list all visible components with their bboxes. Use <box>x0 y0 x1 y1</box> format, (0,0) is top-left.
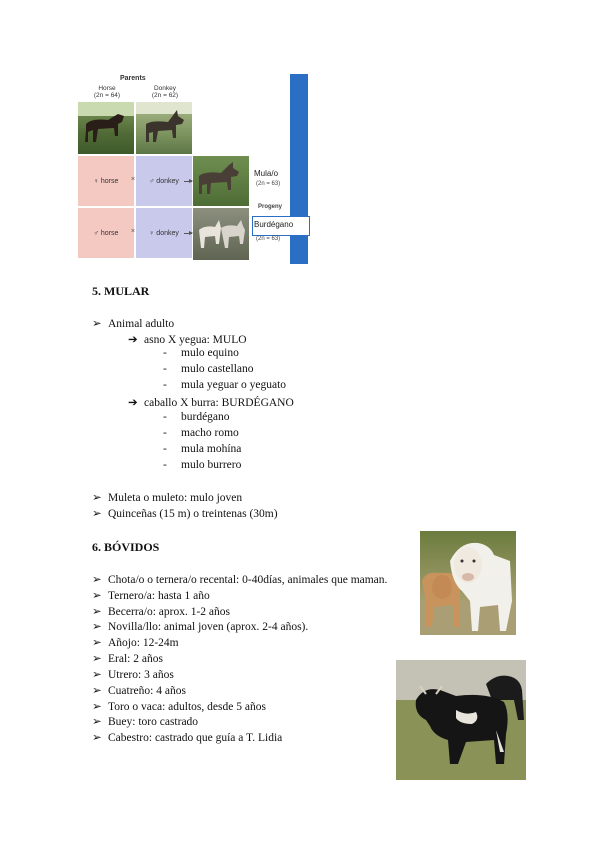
bullet-glyph: ➢ <box>92 685 102 697</box>
horse-chrom: (2n = 64) <box>93 92 121 99</box>
dash-glyph: - <box>163 347 167 359</box>
bovido-item <box>92 699 266 713</box>
bovido-text: Utrero: 3 años <box>108 669 174 681</box>
dash-glyph: - <box>163 379 167 391</box>
donkey-label-block <box>142 85 188 99</box>
bovido-item <box>92 588 210 602</box>
dash-glyph: - <box>163 443 167 455</box>
bovido-item <box>92 635 179 649</box>
dash-glyph: - <box>163 427 167 439</box>
bullet-text: Animal adulto <box>108 318 175 330</box>
mulo-variant <box>163 379 286 391</box>
burdegano-variant <box>163 411 230 423</box>
bovido-text: Ternero/a: hasta 1 año <box>108 590 210 602</box>
bullet-glyph: ➢ <box>92 701 102 713</box>
section5-bullet-adult <box>92 316 174 330</box>
dash-glyph: - <box>163 411 167 423</box>
arrow-glyph: ➔ <box>128 397 138 409</box>
section6-heading: 6. BÓVIDOS <box>92 540 160 554</box>
subitem-text: caballo X burra: BURDÉGANO <box>144 397 294 409</box>
cross2-left: ♂ horse <box>93 229 119 237</box>
burdegano-variant <box>163 459 241 471</box>
cross2-male-cell <box>78 208 134 258</box>
bullet-glyph: ➢ <box>92 606 102 618</box>
horse-photo <box>78 102 134 154</box>
bullet-text: Muleta o muleto: mulo joven <box>108 492 243 504</box>
bovido-item <box>92 730 282 744</box>
bullet-text: Quinceñas (15 m) o treintenas (30m) <box>108 508 278 520</box>
bullet-glyph: ➢ <box>92 492 102 504</box>
cross1-symbol: × <box>131 176 136 183</box>
horse-label: Horse <box>98 85 116 92</box>
bovido-text: Buey: toro castrado <box>108 716 199 728</box>
bovido-text: Añojo: 12-24m <box>108 637 179 649</box>
variant-text: mulo castellano <box>181 363 254 375</box>
hinny-photo <box>193 208 249 260</box>
progeny-label: Progeny <box>258 204 283 210</box>
bovido-text: Novilla/llo: animal joven (aprox. 2-4 años). <box>108 621 309 633</box>
cross1-female-cell <box>78 156 134 206</box>
bullet-glyph: ➢ <box>92 590 102 602</box>
bovido-text: Cuatreño: 4 años <box>108 685 186 697</box>
bovido-text: Toro o vaca: adultos, desde 5 años <box>108 701 266 713</box>
bullet-glyph: ➢ <box>92 621 102 633</box>
black-bull-photo <box>396 660 526 780</box>
mule-chrom: (2n = 63) <box>256 181 281 187</box>
mule-photo <box>193 156 249 206</box>
burdegano-variant <box>163 427 239 439</box>
bullet-glyph: ➢ <box>92 716 102 728</box>
bullet-glyph: ➢ <box>92 637 102 649</box>
bovido-item <box>92 714 198 728</box>
bullet-glyph: ➢ <box>92 318 102 330</box>
bovido-item <box>92 604 230 618</box>
variant-text: macho romo <box>181 427 239 439</box>
horse-label-block <box>84 85 130 99</box>
bullet-glyph: ➢ <box>92 653 102 665</box>
cross2-arrow <box>184 233 192 234</box>
arrow-glyph: ➔ <box>128 334 138 346</box>
mule-name: Mula/o <box>254 169 279 178</box>
bovido-item <box>92 651 163 665</box>
bovido-text: Eral: 2 años <box>108 653 163 665</box>
mulo-variant <box>163 347 239 359</box>
hinny-name: Burdégano <box>254 220 294 229</box>
mule-cross-figure <box>76 72 308 264</box>
calves-photo <box>420 531 516 635</box>
dash-glyph: - <box>163 363 167 375</box>
bovido-text: Cabestro: castrado que guía a T. Lidia <box>108 732 283 744</box>
cross1-arrow <box>184 181 192 182</box>
hinny-chrom: (2n = 63) <box>256 236 281 242</box>
donkey-label: Donkey <box>153 85 177 92</box>
subitem-text: asno X yegua: MULO <box>144 334 247 346</box>
variant-text: mula mohína <box>181 443 242 455</box>
variant-text: mulo equino <box>181 347 239 359</box>
cross1-right: ♂ donkey <box>149 177 179 185</box>
subitem-mulo <box>128 332 247 346</box>
cross2-symbol: × <box>131 228 136 235</box>
figure-parents-title: Parents <box>120 75 146 82</box>
mulo-variant <box>163 363 254 375</box>
variant-text: mula yeguar o yeguato <box>181 379 287 391</box>
section5-bullet-muleta <box>92 490 242 504</box>
bullet-glyph: ➢ <box>92 574 102 586</box>
bullet-glyph: ➢ <box>92 732 102 744</box>
bovido-text: Chota/o o ternera/o recental: 0-40días, animales que maman. <box>108 574 388 586</box>
subitem-burdegano <box>128 395 294 409</box>
bullet-glyph: ➢ <box>92 508 102 520</box>
bovido-item <box>92 572 387 586</box>
bovido-item <box>92 667 174 681</box>
bovido-text: Becerra/o: aprox. 1-2 años <box>108 606 230 618</box>
bovido-item <box>92 619 308 633</box>
variant-text: mulo burrero <box>181 459 242 471</box>
cross2-right: ♀ donkey <box>149 229 179 237</box>
bullet-glyph: ➢ <box>92 669 102 681</box>
section5-bullet-quincenas <box>92 506 278 520</box>
burdegano-variant <box>163 443 241 455</box>
section5-heading: 5. MULAR <box>92 284 150 298</box>
donkey-photo <box>136 102 192 154</box>
variant-text: burdégano <box>181 411 230 423</box>
bovido-item <box>92 683 186 697</box>
cross1-left: ♀ horse <box>93 177 119 185</box>
donkey-chrom: (2n = 62) <box>151 92 179 99</box>
dash-glyph: - <box>163 459 167 471</box>
